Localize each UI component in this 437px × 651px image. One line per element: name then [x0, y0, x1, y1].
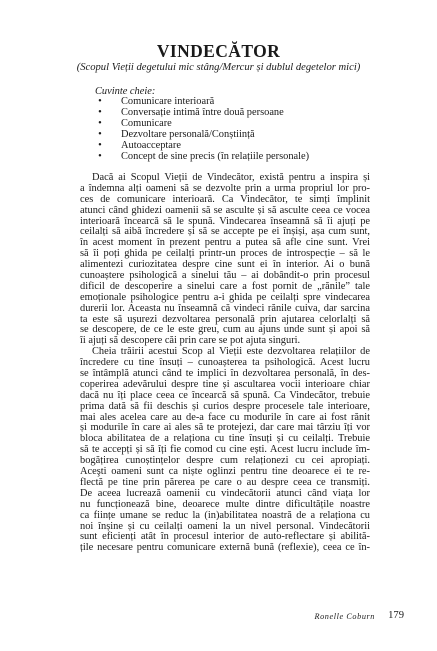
- bullet-icon: •: [98, 96, 102, 107]
- bullet-icon: •: [98, 128, 102, 140]
- body-line: mai ales acelea care au de-a face cu modurile în care ai fost rănit: [80, 411, 370, 423]
- body-line: ta este să ușurezi dezvoltarea personală prin ajutarea celorlalți să: [80, 313, 370, 325]
- body-line: flectă pe tine prin părerea pe care o au despre ceea ce transmiți.: [80, 476, 370, 488]
- body-line: alimentezi curiozitatea despre cine sunt ei în interior. Ai o bună: [80, 259, 370, 271]
- body-line: atunci când ghidezi oamenii să se asculte și să asculte ceea ce vocea: [80, 204, 370, 216]
- body-line: să îi poți ghida pe ceilalți printr-un proces de introspecție – să le: [80, 248, 370, 260]
- body-line: să te accepți și să îți fie comod cu cine ești. Acest lucru include îm-: [80, 444, 370, 456]
- body-line: De aceea lucrează oamenii cu vindecătorii atunci când viața lor: [80, 487, 370, 499]
- body-line: Cheia trăirii acestui Scop al Vieții este dezvoltarea relațiilor de: [92, 346, 370, 358]
- body-line: interioară încearcă să le spună. Vindecarea înseamnă să îi ajuți pe: [80, 215, 370, 227]
- keywords-heading: Cuvinte cheie:: [95, 86, 156, 97]
- keyword-text: Comunicare interioară: [121, 96, 215, 107]
- body-line: dificil de descoperire a sinelui care a fost pornit de „rănile” tale: [80, 280, 370, 292]
- body-text: [80, 173, 370, 554]
- body-line: bogățirea cunoștințelor despre cum relaționezi cu cei apropiați.: [80, 455, 370, 467]
- body-line: bloca abilitatea de a relaționa cu tine însuți și cu ceilalți. Trebuie: [80, 433, 370, 445]
- body-line: a îndemna alți oameni să se dezvolte prin a urma propriul lor pro-: [80, 182, 370, 194]
- keyword-text: Autoacceptare: [121, 139, 181, 151]
- body-line: sunt eficienți atât în procesul interior de auto-reflectare și abilită-: [80, 531, 370, 543]
- keyword-text: Comunicare: [121, 117, 172, 129]
- body-line: ces de comunicare interioară. Ca Vindecător, te simți împlinit: [80, 193, 370, 205]
- bullet-icon: •: [98, 106, 102, 118]
- body-line: îi ajuți să descopere căi prin care se pot ajuta singuri.: [80, 335, 301, 347]
- keyword-item: [95, 152, 309, 163]
- running-footer-author: Ronelle Coburn: [314, 612, 375, 621]
- page-subtitle: (Scopul Vieții degetului mic stâng/Mercur și dublul degetelor mici): [76, 62, 361, 73]
- body-line: în acest moment în prezent pentru a putea să afle cine sunt. Vrei: [80, 237, 370, 249]
- bullet-icon: •: [98, 139, 102, 151]
- keyword-text: Conversație intimă între două persoane: [121, 106, 284, 118]
- body-line: noi înșine și cu ceilalți oameni la un nivel personal. Vindecătorii: [80, 520, 370, 532]
- body-line: coperirea adevărului despre tine și ascultarea vocii interioare chiar: [80, 378, 370, 390]
- keyword-text: Concept de sine precis (în relațiile personale): [121, 150, 310, 162]
- page-title: VINDECĂTOR: [156, 41, 281, 61]
- keywords-list: [95, 97, 309, 162]
- body-line: nu funcționează bine, deoarece multe dintre dificultățile noastre: [80, 498, 370, 510]
- body-line: emoționale psihologice pentru a-i ghida pe ceilalți spre vindecarea: [80, 291, 370, 303]
- body-line: Aceşti oameni sunt ca niște oglinzi pentru tine deoarece ei te re-: [80, 466, 370, 478]
- bullet-icon: •: [98, 117, 102, 129]
- body-line: se întâmplă atunci când te implici în dezvoltarea personală, în des-: [80, 368, 370, 380]
- body-line: ca ființe umane se reduc la (in)abilitatea noastră de a relaționa cu: [80, 509, 370, 521]
- keyword-text: Dezvoltare personală/Conștiință: [121, 128, 255, 140]
- body-line: prima dată să fii deschis și curios despre procesele tale interioare,: [80, 400, 370, 412]
- body-line: încredere cu tine însuți – cunoașterea ta psihologică. Acest lucru: [80, 357, 370, 369]
- body-line: și modurile în care ai ales să te protejezi, dar care mai târziu îți vor: [80, 422, 370, 434]
- body-line: dacă nu îți place ceea ce încearcă să spună. Ca Vindecător, trebuie: [80, 389, 370, 401]
- body-line: țile necesare pentru comunicare externă bună (reflexie), ceea ce în-: [80, 542, 370, 554]
- body-line: ceilalți să aibă încredere și să se accepte pe ei înșiși, așa cum sunt,: [80, 226, 370, 238]
- bullet-icon: •: [98, 150, 102, 162]
- body-line: se descopere, de ce le este greu, cum au ajuns unde sunt și apoi să: [80, 324, 370, 336]
- body-line: durerii lor. Aceasta nu înseamnă că vindeci rănile cuiva, dar sarcina: [80, 302, 370, 314]
- body-line: Dacă ai Scopul Vieții de Vindecător, există pentru a inspira și: [92, 172, 370, 183]
- body-line: cunoaștere psihologică a sinelui tău – ai dobândit-o prin procesul: [80, 270, 370, 282]
- page-number: 179: [388, 610, 404, 621]
